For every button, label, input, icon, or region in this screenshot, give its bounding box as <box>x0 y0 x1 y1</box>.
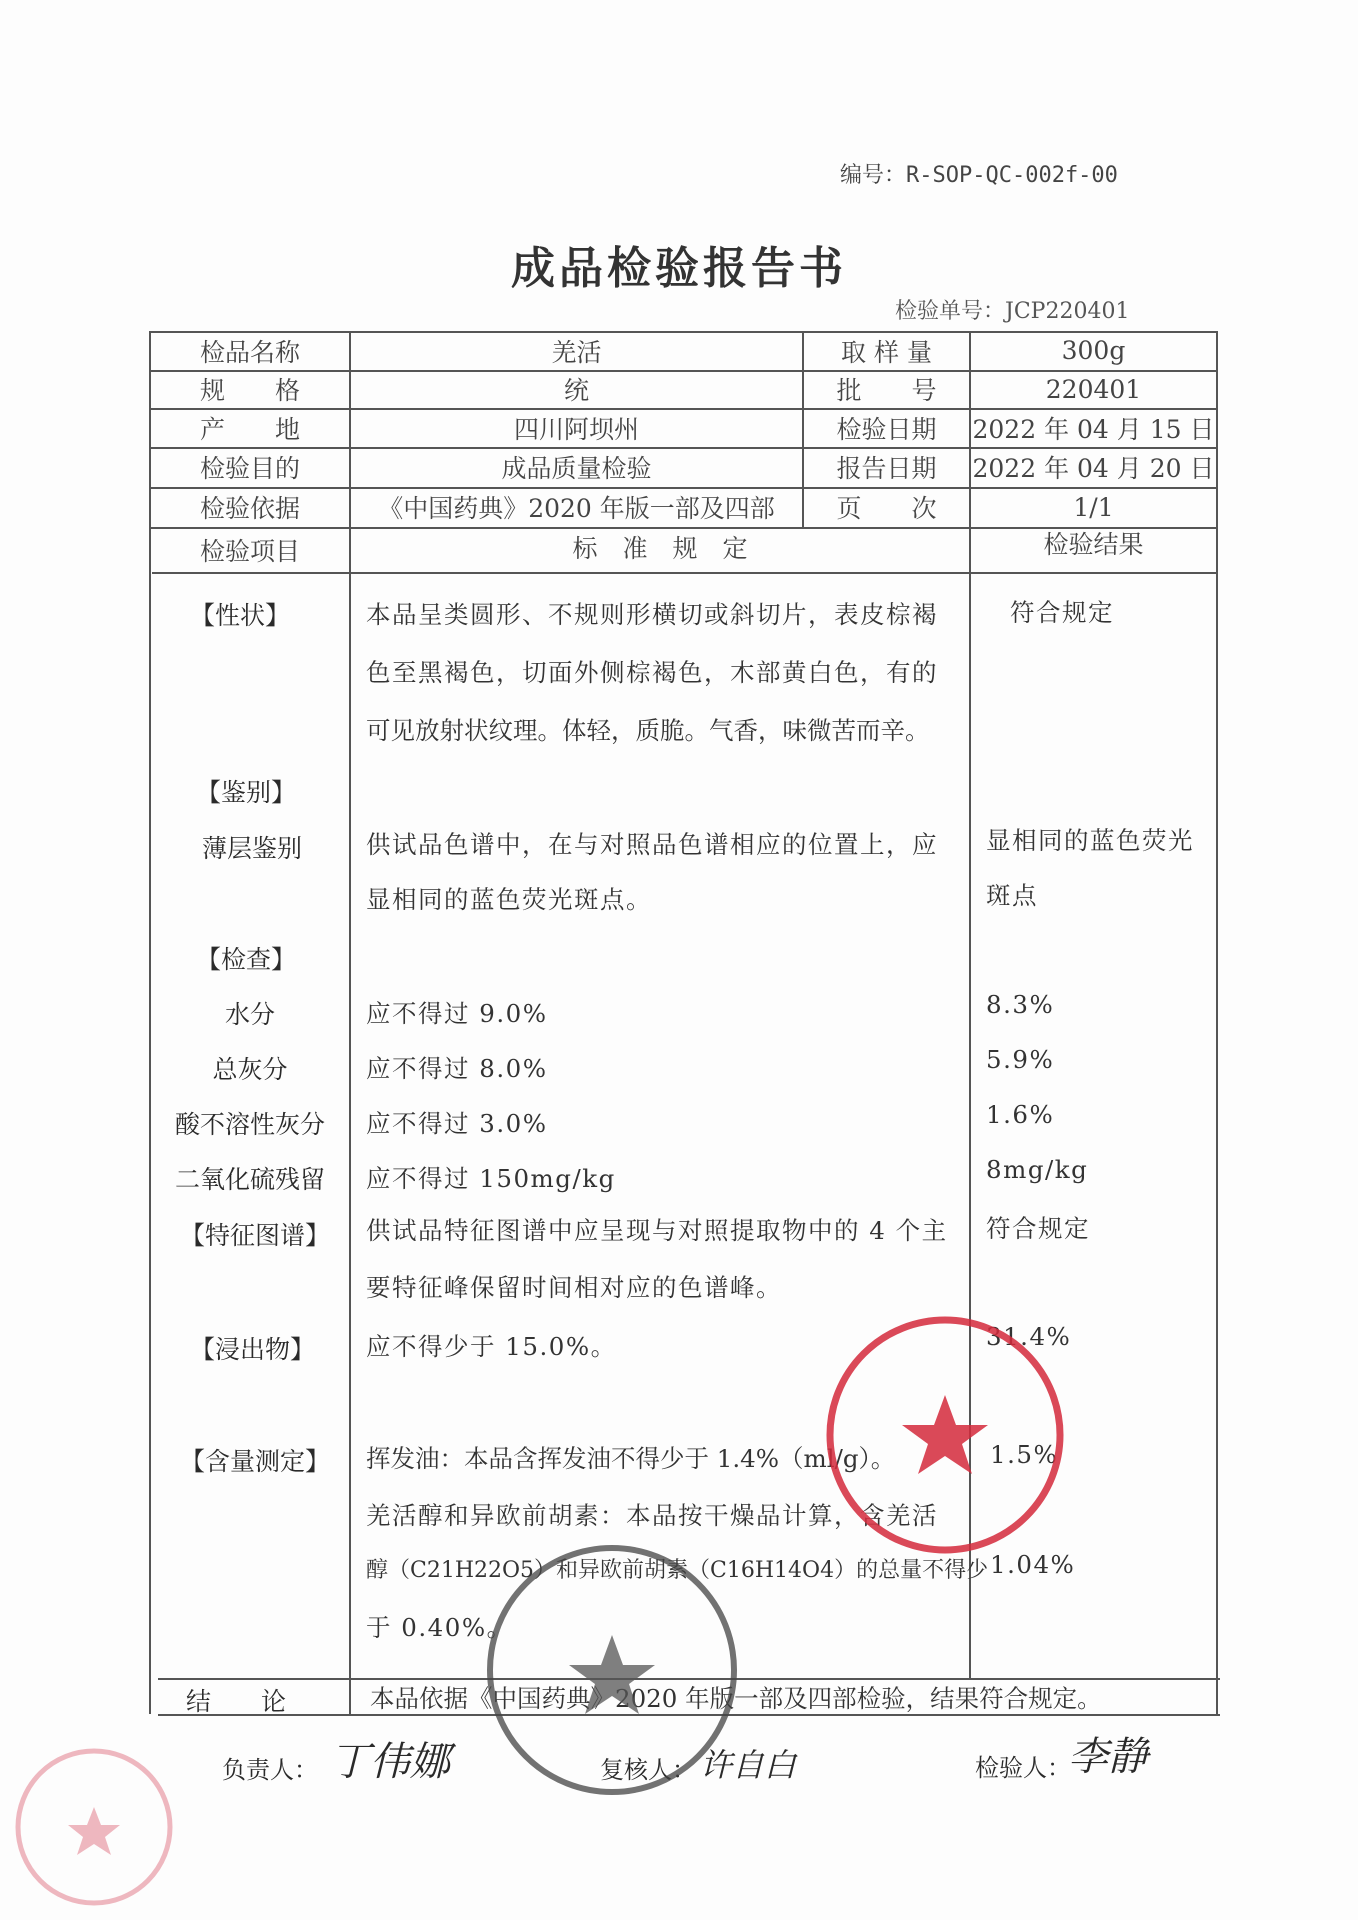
responsible-label: 负责人： <box>222 1756 318 1784</box>
standard-text: 供试品色谱中，在与对照品色谱相应的位置上，应 <box>366 830 938 859</box>
standard-text: 要特征峰保留时间相对应的色谱峰。 <box>366 1273 782 1302</box>
gray-inspection-stamp <box>482 1540 742 1800</box>
reviewer-label: 复核人： <box>600 1756 696 1784</box>
standard-text: 供试品特征图谱中应呈现与对照提取物中的 4 个主 <box>366 1216 948 1245</box>
column-header-standard: 标 准 规 定 <box>572 534 748 563</box>
result-text: 显相同的蓝色荧光 <box>986 826 1194 855</box>
section-label-jianbie: 【鉴别】 <box>196 778 297 807</box>
inspector-signature: 李静 <box>1068 1734 1148 1780</box>
header-label: 检品名称 <box>199 337 300 367</box>
result-text: 5.9% <box>986 1045 1055 1074</box>
standard-text: 显相同的蓝色荧光斑点。 <box>366 885 652 914</box>
item-label: 水分 <box>224 1000 275 1029</box>
section-label-hanliang: 【含量测定】 <box>180 1447 331 1476</box>
pink-quality-management-stamp <box>12 1745 177 1910</box>
page-title: 成品检验报告书 <box>511 243 847 294</box>
report-number: 检验单号：JCP220401 <box>895 299 1130 324</box>
section-label-jinchu: 【浸出物】 <box>190 1335 316 1364</box>
section-label-xingzhuang: 【性状】 <box>190 601 291 630</box>
result-text: 1.04% <box>990 1550 1076 1579</box>
header-label: 报告日期 <box>836 454 937 483</box>
header-label: 页 次 <box>836 494 937 523</box>
standard-text: 应不得过 150mg/kg <box>366 1164 616 1193</box>
header-value: 统 <box>563 376 589 405</box>
header-label: 检验目的 <box>199 454 300 483</box>
result-text: 8.3% <box>986 990 1055 1019</box>
header-label: 取 样 量 <box>841 337 932 367</box>
result-text: 符合规定 <box>986 1214 1090 1243</box>
header-label: 检验日期 <box>836 414 937 444</box>
header-label: 产 地 <box>199 414 300 444</box>
section-label-jiancha: 【检查】 <box>196 945 297 974</box>
column-header-item: 检验项目 <box>199 536 300 566</box>
item-label: 酸不溶性灰分 <box>174 1110 325 1139</box>
red-quality-stamp <box>820 1310 1070 1560</box>
result-text: 8mg/kg <box>986 1155 1089 1184</box>
result-text: 31.4% <box>986 1322 1072 1351</box>
responsible-signature: 丁伟娜 <box>330 1739 450 1785</box>
header-value: 《中国药典》2020 年版一部及四部 <box>378 494 775 523</box>
header-value: 成品质量检验 <box>501 454 652 483</box>
reviewer-signature: 许自白 <box>700 1746 797 1784</box>
document-code: 编号：R-SOP-QC-002f-00 <box>840 163 1118 188</box>
item-label: 薄层鉴别 <box>202 834 303 863</box>
header-value: 2022 年 04 月 20 日 <box>972 454 1215 483</box>
standard-text: 醇（C21H22O5）和异欧前胡素（C16H14O4）的总量不得少 <box>366 1558 989 1583</box>
result-text: 1.5% <box>990 1440 1059 1469</box>
header-label: 检验依据 <box>199 494 300 523</box>
standard-text: 应不得过 8.0% <box>366 1054 548 1083</box>
header-label: 批 号 <box>836 376 937 405</box>
standard-text: 可见放射状纹理。体轻，质脆。气香，味微苦而辛。 <box>366 716 930 745</box>
standard-text: 羌活醇和异欧前胡素：本品按干燥品计算，含羌活 <box>366 1501 938 1530</box>
header-value: 300g <box>1061 336 1126 365</box>
result-text: 1.6% <box>986 1100 1055 1129</box>
result-text: 斑点 <box>986 881 1038 910</box>
standard-text: 应不得过 9.0% <box>366 999 548 1028</box>
standard-text: 色至黑褐色，切面外侧棕褐色，木部黄白色，有的 <box>366 658 938 687</box>
standard-text: 于 0.40%。 <box>366 1613 513 1642</box>
column-header-result: 检验结果 <box>1043 530 1144 559</box>
header-label: 规 格 <box>199 376 300 405</box>
item-label: 总灰分 <box>212 1055 288 1084</box>
inspector-label: 检验人： <box>975 1754 1071 1782</box>
conclusion-text: 本品依据《中国药典》2020 年版一部及四部检验，结果符合规定。 <box>370 1684 1102 1713</box>
section-label-tezheng: 【特征图谱】 <box>180 1221 331 1250</box>
standard-text: 挥发油：本品含挥发油不得少于 1.4%（ml/g）。 <box>366 1444 896 1473</box>
result-text: 符合规定 <box>1010 598 1114 627</box>
header-value: 羌活 <box>551 337 602 367</box>
header-value: 四川阿坝州 <box>513 414 639 444</box>
conclusion-label: 结 论 <box>186 1687 287 1716</box>
header-value: 1/1 <box>1073 492 1114 522</box>
standard-text: 本品呈类圆形、不规则形横切或斜切片，表皮棕褐 <box>366 600 938 629</box>
standard-text: 应不得过 3.0% <box>366 1109 548 1138</box>
item-label: 二氧化硫残留 <box>174 1165 325 1194</box>
header-value: 2022 年 04 月 15 日 <box>972 414 1215 444</box>
header-value: 220401 <box>1045 374 1142 404</box>
standard-text: 应不得少于 15.0%。 <box>366 1332 617 1361</box>
